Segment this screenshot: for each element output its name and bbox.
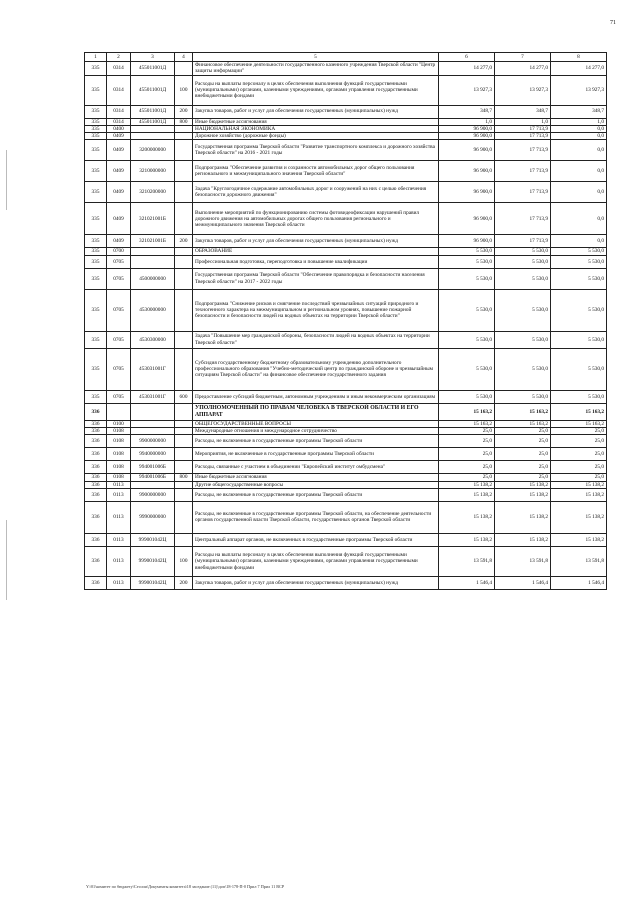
admin-code-cell: 335 bbox=[85, 248, 107, 255]
description-cell: Закупка товаров, работ и услуг для обеспечения государственных (муниципальных) нужд bbox=[193, 235, 439, 248]
table-row bbox=[85, 118, 607, 125]
admin-code-cell: 336 bbox=[85, 576, 107, 589]
amount-col6-cell: 15 163,2 bbox=[439, 420, 495, 427]
description-cell: Предоставление субсидий бюджетным, автономным учреждениям и иным некоммерческим организациям bbox=[193, 390, 439, 403]
amount-col8-cell: 5 530,0 bbox=[551, 248, 607, 255]
article-cell: 3210000000 bbox=[131, 161, 175, 182]
article-cell: 455011001Д bbox=[131, 105, 175, 118]
amount-col7-cell: 15 138,2 bbox=[495, 481, 551, 488]
amount-col7-cell: 5 530,0 bbox=[495, 390, 551, 403]
section-cell: 0409 bbox=[107, 161, 131, 182]
section-cell: 0705 bbox=[107, 268, 131, 289]
amount-col7-cell: 15 163,2 bbox=[495, 403, 551, 420]
expense-type-cell bbox=[175, 268, 193, 289]
article-cell bbox=[131, 403, 175, 420]
amount-col8-cell: 1,0 bbox=[551, 118, 607, 125]
amount-col6-cell: 25,0 bbox=[439, 435, 495, 448]
article-cell: 3200000000 bbox=[131, 140, 175, 161]
section-cell: 0108 bbox=[107, 474, 131, 481]
amount-col7-cell: 1 546,4 bbox=[495, 576, 551, 589]
section-cell: 0705 bbox=[107, 255, 131, 268]
description-cell: Расходы, связанные с участием в объединении "Европейский институт омбудсмена" bbox=[193, 461, 439, 474]
expense-type-cell bbox=[175, 289, 193, 331]
header-cell: 4 bbox=[175, 53, 193, 62]
amount-col8-cell: 0,0 bbox=[551, 235, 607, 248]
amount-col7-cell: 17 713,9 bbox=[495, 161, 551, 182]
description-cell: Подпрограмма "Снижение рисков и смягчение последствий чрезвычайных ситуаций природного и техногенного характера на межмуниципальном и региональном уровнях, повышение пожарной безопасности и безопасности людей на водных объектах на территории Тверской области" bbox=[193, 289, 439, 331]
section-cell: 0314 bbox=[107, 75, 131, 105]
section-cell: 0113 bbox=[107, 481, 131, 488]
article-cell bbox=[131, 255, 175, 268]
amount-col8-cell: 0,0 bbox=[551, 182, 607, 203]
amount-col8-cell: 15 138,2 bbox=[551, 533, 607, 546]
amount-col8-cell: 15 138,2 bbox=[551, 501, 607, 533]
section-cell: 0409 bbox=[107, 133, 131, 140]
amount-col7-cell: 25,0 bbox=[495, 428, 551, 435]
expense-type-cell bbox=[175, 488, 193, 501]
amount-col7-cell: 17 713,9 bbox=[495, 182, 551, 203]
expense-type-cell bbox=[175, 140, 193, 161]
section-cell: 0705 bbox=[107, 289, 131, 331]
article-cell: 455011001Д bbox=[131, 118, 175, 125]
amount-col6-cell: 5 530,0 bbox=[439, 289, 495, 331]
amount-col7-cell: 5 530,0 bbox=[495, 348, 551, 390]
table-row bbox=[85, 203, 607, 235]
amount-col6-cell: 5 530,0 bbox=[439, 268, 495, 289]
section-cell: 0113 bbox=[107, 488, 131, 501]
amount-col8-cell: 13 927,3 bbox=[551, 75, 607, 105]
amount-col6-cell: 15 138,2 bbox=[439, 501, 495, 533]
table-row bbox=[85, 576, 607, 589]
section-cell: 0705 bbox=[107, 348, 131, 390]
description-cell: Иные бюджетные ассигнования bbox=[193, 474, 439, 481]
description-cell: Субсидия государственному бюджетному образовательному учреждению дополнительного профессионального образования "Учебно-методический центр по гражданской обороне и чрезвычайным ситуациям Тверской области" на финансовое обеспечение государственного задания bbox=[193, 348, 439, 390]
amount-col7-cell: 17 713,9 bbox=[495, 235, 551, 248]
description-cell: Задача "Круглогодичное содержание автомобильных дорог и сооружений на них с целью обеспечения безопасности дорожного движения" bbox=[193, 182, 439, 203]
admin-code-cell: 335 bbox=[85, 390, 107, 403]
admin-code-cell: 336 bbox=[85, 533, 107, 546]
amount-col7-cell: 25,0 bbox=[495, 435, 551, 448]
article-cell: 999001042Ц bbox=[131, 533, 175, 546]
expense-type-cell: 200 bbox=[175, 235, 193, 248]
expense-type-cell bbox=[175, 435, 193, 448]
description-cell: Расходы, не включенные в государственные программы Тверской области, на обеспечение деятельности органов государственной власти Тверской области, государственных органов Тверской области bbox=[193, 501, 439, 533]
amount-col7-cell: 5 530,0 bbox=[495, 331, 551, 348]
expense-type-cell bbox=[175, 428, 193, 435]
section-cell: 0113 bbox=[107, 546, 131, 576]
admin-code-cell: 335 bbox=[85, 348, 107, 390]
expense-type-cell bbox=[175, 203, 193, 235]
amount-col7-cell: 1,0 bbox=[495, 118, 551, 125]
amount-col8-cell: 0,0 bbox=[551, 133, 607, 140]
description-cell: Финансовое обеспечение деятельности государственного казенного учреждения Тверской области "Центр защиты информации" bbox=[193, 62, 439, 76]
amount-col6-cell: 96 900,0 bbox=[439, 203, 495, 235]
section-cell: 0108 bbox=[107, 448, 131, 461]
amount-col6-cell: 25,0 bbox=[439, 448, 495, 461]
expense-type-cell bbox=[175, 331, 193, 348]
description-cell: Задача "Повышение мер гражданской обороны, безопасности людей на водных объектах на территории Тверской области" bbox=[193, 331, 439, 348]
expense-type-cell bbox=[175, 348, 193, 390]
amount-col6-cell: 14 277,0 bbox=[439, 62, 495, 76]
section-cell: 0108 bbox=[107, 461, 131, 474]
section-cell bbox=[107, 403, 131, 420]
description-cell: Государственная программа Тверской области "Развитие транспортного комплекса и дорожного хозяйства Тверской области" на 2016 - 2021 годы bbox=[193, 140, 439, 161]
section-cell: 0409 bbox=[107, 235, 131, 248]
description-cell: Международные отношения и международное сотрудничество bbox=[193, 428, 439, 435]
description-cell: ОБЩЕГОСУДАРСТВЕННЫЕ ВОПРОСЫ bbox=[193, 420, 439, 427]
expense-type-cell bbox=[175, 461, 193, 474]
section-cell: 0705 bbox=[107, 390, 131, 403]
amount-col6-cell: 96 900,0 bbox=[439, 140, 495, 161]
amount-col7-cell: 17 713,9 bbox=[495, 140, 551, 161]
amount-col8-cell: 25,0 bbox=[551, 435, 607, 448]
section-cell: 0108 bbox=[107, 428, 131, 435]
scan-margin-mark bbox=[6, 520, 7, 600]
amount-col8-cell: 0,0 bbox=[551, 203, 607, 235]
expense-type-cell bbox=[175, 420, 193, 427]
admin-code-cell: 335 bbox=[85, 62, 107, 76]
table-row bbox=[85, 448, 607, 461]
article-cell: 4530000000 bbox=[131, 289, 175, 331]
amount-col8-cell: 5 530,0 bbox=[551, 289, 607, 331]
admin-code-cell: 336 bbox=[85, 448, 107, 461]
amount-col6-cell: 96 900,0 bbox=[439, 235, 495, 248]
admin-code-cell: 335 bbox=[85, 161, 107, 182]
amount-col6-cell: 25,0 bbox=[439, 474, 495, 481]
section-cell: 0314 bbox=[107, 118, 131, 125]
description-cell: Расходы на выплаты персоналу в целях обеспечения выполнения функций государственными (муниципальными) органами, казенными учреждениями, органами управления государственными внебюджетными фондами bbox=[193, 546, 439, 576]
admin-code-cell: 336 bbox=[85, 546, 107, 576]
article-cell: 9990000000 bbox=[131, 501, 175, 533]
amount-col8-cell: 5 530,0 bbox=[551, 331, 607, 348]
admin-code-cell: 335 bbox=[85, 255, 107, 268]
admin-code-cell: 335 bbox=[85, 75, 107, 105]
header-cell: 2 bbox=[107, 53, 131, 62]
article-cell: 455011001Д bbox=[131, 75, 175, 105]
amount-col8-cell: 5 530,0 bbox=[551, 255, 607, 268]
expense-type-cell: 100 bbox=[175, 546, 193, 576]
expense-type-cell: 100 bbox=[175, 75, 193, 105]
table-row bbox=[85, 488, 607, 501]
expense-type-cell: 200 bbox=[175, 105, 193, 118]
table-row bbox=[85, 235, 607, 248]
header-cell: 7 bbox=[495, 53, 551, 62]
section-cell: 0409 bbox=[107, 182, 131, 203]
amount-col6-cell: 96 900,0 bbox=[439, 133, 495, 140]
amount-col6-cell: 13 591,8 bbox=[439, 546, 495, 576]
table-header-row bbox=[85, 53, 607, 62]
article-cell: 3210200000 bbox=[131, 182, 175, 203]
amount-col7-cell: 14 277,0 bbox=[495, 62, 551, 76]
amount-col7-cell: 13 927,3 bbox=[495, 75, 551, 105]
expense-type-cell: 600 bbox=[175, 390, 193, 403]
table-row bbox=[85, 348, 607, 390]
table-row bbox=[85, 182, 607, 203]
amount-col8-cell: 25,0 bbox=[551, 448, 607, 461]
article-cell: 994001006Б bbox=[131, 461, 175, 474]
description-cell: Иные бюджетные ассигнования bbox=[193, 118, 439, 125]
amount-col7-cell: 17 713,9 bbox=[495, 203, 551, 235]
amount-col7-cell: 25,0 bbox=[495, 474, 551, 481]
table-row bbox=[85, 461, 607, 474]
article-cell: 999001042Ц bbox=[131, 546, 175, 576]
section-cell: 0108 bbox=[107, 435, 131, 448]
amount-col7-cell: 348,7 bbox=[495, 105, 551, 118]
amount-col6-cell: 13 927,3 bbox=[439, 75, 495, 105]
description-cell: Подпрограмма "Обеспечение развития и сохранности автомобильных дорог общего пользования регионального и межмуниципального значения Тверской области" bbox=[193, 161, 439, 182]
amount-col8-cell: 15 138,2 bbox=[551, 488, 607, 501]
table-row bbox=[85, 435, 607, 448]
table-row bbox=[85, 420, 607, 427]
expense-type-cell bbox=[175, 248, 193, 255]
article-cell: 9940000000 bbox=[131, 448, 175, 461]
amount-col7-cell: 17 713,9 bbox=[495, 133, 551, 140]
article-cell: 455011001Д bbox=[131, 62, 175, 76]
article-cell: 321021001Б bbox=[131, 235, 175, 248]
amount-col6-cell: 25,0 bbox=[439, 461, 495, 474]
article-cell: 9900000000 bbox=[131, 435, 175, 448]
amount-col8-cell: 5 530,0 bbox=[551, 390, 607, 403]
section-cell: 0100 bbox=[107, 420, 131, 427]
table-row bbox=[85, 533, 607, 546]
amount-col8-cell: 15 163,2 bbox=[551, 403, 607, 420]
expense-type-cell bbox=[175, 125, 193, 132]
page-number: 71 bbox=[610, 20, 616, 26]
amount-col8-cell: 25,0 bbox=[551, 474, 607, 481]
description-cell: Расходы на выплаты персоналу в целях обеспечения выполнения функций государственными (муниципальными) органами, казенными учреждениями, органами управления государственными внебюджетными фондами bbox=[193, 75, 439, 105]
expense-type-cell: 800 bbox=[175, 474, 193, 481]
admin-code-cell: 335 bbox=[85, 235, 107, 248]
amount-col8-cell: 5 530,0 bbox=[551, 268, 607, 289]
amount-col7-cell: 5 530,0 bbox=[495, 248, 551, 255]
description-cell: Закупка товаров, работ и услуг для обеспечения государственных (муниципальных) нужд bbox=[193, 105, 439, 118]
description-cell: Расходы, не включенные в государственные программы Тверской области bbox=[193, 488, 439, 501]
amount-col6-cell: 15 138,2 bbox=[439, 481, 495, 488]
section-cell: 0314 bbox=[107, 62, 131, 76]
admin-code-cell: 336 bbox=[85, 501, 107, 533]
description-cell: ОБРАЗОВАНИЕ bbox=[193, 248, 439, 255]
table-row bbox=[85, 390, 607, 403]
article-cell bbox=[131, 125, 175, 132]
amount-col8-cell: 15 138,2 bbox=[551, 481, 607, 488]
table-row bbox=[85, 62, 607, 76]
table-row bbox=[85, 403, 607, 420]
amount-col8-cell: 13 591,8 bbox=[551, 546, 607, 576]
expense-type-cell bbox=[175, 403, 193, 420]
expense-type-cell bbox=[175, 161, 193, 182]
section-cell: 0113 bbox=[107, 501, 131, 533]
admin-code-cell: 335 bbox=[85, 140, 107, 161]
expense-type-cell bbox=[175, 448, 193, 461]
amount-col7-cell: 25,0 bbox=[495, 448, 551, 461]
header-cell: 6 bbox=[439, 53, 495, 62]
table-row bbox=[85, 481, 607, 488]
admin-code-cell: 336 bbox=[85, 461, 107, 474]
description-cell: Другие общегосударственные вопросы bbox=[193, 481, 439, 488]
admin-code-cell: 335 bbox=[85, 268, 107, 289]
section-cell: 0409 bbox=[107, 140, 131, 161]
article-cell: 453031001Г bbox=[131, 348, 175, 390]
section-cell: 0314 bbox=[107, 105, 131, 118]
section-cell: 0705 bbox=[107, 331, 131, 348]
table-row bbox=[85, 501, 607, 533]
admin-code-cell: 336 bbox=[85, 420, 107, 427]
table-row bbox=[85, 255, 607, 268]
table-row bbox=[85, 133, 607, 140]
table-row bbox=[85, 268, 607, 289]
table-row bbox=[85, 140, 607, 161]
expense-type-cell bbox=[175, 133, 193, 140]
section-cell: 0113 bbox=[107, 533, 131, 546]
expense-type-cell bbox=[175, 501, 193, 533]
budget-table bbox=[84, 52, 607, 590]
amount-col8-cell: 15 163,2 bbox=[551, 420, 607, 427]
amount-col7-cell: 17 713,9 bbox=[495, 125, 551, 132]
amount-col8-cell: 0,0 bbox=[551, 140, 607, 161]
expense-type-cell: 800 bbox=[175, 118, 193, 125]
description-cell: Мероприятия, не включенные в государственные программы Тверской области bbox=[193, 448, 439, 461]
amount-col6-cell: 15 163,2 bbox=[439, 403, 495, 420]
amount-col8-cell: 0,0 bbox=[551, 125, 607, 132]
description-cell: Профессиональная подготовка, переподготовка и повышение квалификации bbox=[193, 255, 439, 268]
header-cell: 8 bbox=[551, 53, 607, 62]
admin-code-cell: 335 bbox=[85, 133, 107, 140]
section-cell: 0113 bbox=[107, 576, 131, 589]
scan-margin-mark bbox=[6, 150, 7, 210]
amount-col8-cell: 25,0 bbox=[551, 461, 607, 474]
amount-col7-cell: 13 591,8 bbox=[495, 546, 551, 576]
amount-col6-cell: 1 546,4 bbox=[439, 576, 495, 589]
admin-code-cell: 335 bbox=[85, 105, 107, 118]
description-cell: УПОЛНОМОЧЕННЫЙ ПО ПРАВАМ ЧЕЛОВЕКА В ТВЕРСКОЙ ОБЛАСТИ И ЕГО АППАРАТ bbox=[193, 403, 439, 420]
amount-col6-cell: 5 530,0 bbox=[439, 348, 495, 390]
article-cell: 4530300000 bbox=[131, 331, 175, 348]
article-cell bbox=[131, 428, 175, 435]
amount-col8-cell: 0,0 bbox=[551, 161, 607, 182]
amount-col7-cell: 5 530,0 bbox=[495, 268, 551, 289]
amount-col6-cell: 15 138,2 bbox=[439, 488, 495, 501]
amount-col7-cell: 5 530,0 bbox=[495, 255, 551, 268]
table-row bbox=[85, 474, 607, 481]
section-cell: 0700 bbox=[107, 248, 131, 255]
article-cell: 453031001Г bbox=[131, 390, 175, 403]
header-cell: 1 bbox=[85, 53, 107, 62]
article-cell bbox=[131, 481, 175, 488]
article-cell bbox=[131, 133, 175, 140]
article-cell: 321021001Б bbox=[131, 203, 175, 235]
admin-code-cell: 336 bbox=[85, 488, 107, 501]
article-cell bbox=[131, 420, 175, 427]
amount-col6-cell: 25,0 bbox=[439, 428, 495, 435]
table-row bbox=[85, 546, 607, 576]
admin-code-cell: 336 bbox=[85, 474, 107, 481]
admin-code-cell: 336 bbox=[85, 428, 107, 435]
admin-code-cell: 336 bbox=[85, 403, 107, 420]
amount-col7-cell: 15 163,2 bbox=[495, 420, 551, 427]
article-cell: 994001006Б bbox=[131, 474, 175, 481]
amount-col6-cell: 348,7 bbox=[439, 105, 495, 118]
amount-col8-cell: 348,7 bbox=[551, 105, 607, 118]
description-cell: Центральный аппарат органов, не включенных в государственные программы Тверской области bbox=[193, 533, 439, 546]
admin-code-cell: 336 bbox=[85, 435, 107, 448]
expense-type-cell bbox=[175, 182, 193, 203]
amount-col7-cell: 15 138,2 bbox=[495, 488, 551, 501]
amount-col7-cell: 25,0 bbox=[495, 461, 551, 474]
amount-col6-cell: 5 530,0 bbox=[439, 255, 495, 268]
amount-col8-cell: 14 277,0 bbox=[551, 62, 607, 76]
amount-col7-cell: 15 138,2 bbox=[495, 501, 551, 533]
description-cell: Дорожное хозяйство (дорожные фонды) bbox=[193, 133, 439, 140]
article-cell bbox=[131, 248, 175, 255]
article-cell: 9900000000 bbox=[131, 488, 175, 501]
file-path-footer: Y:\01\комитет по бюджету\Сессии\Документы комитета\18 заседание (11)\доп\18-178-П-0 Прил 7 Прил 11 ВСР bbox=[86, 884, 285, 889]
amount-col6-cell: 96 900,0 bbox=[439, 125, 495, 132]
amount-col6-cell: 5 530,0 bbox=[439, 390, 495, 403]
table-row bbox=[85, 248, 607, 255]
admin-code-cell: 335 bbox=[85, 203, 107, 235]
description-cell: Расходы, не включенные в государственные программы Тверской области bbox=[193, 435, 439, 448]
admin-code-cell: 335 bbox=[85, 125, 107, 132]
amount-col6-cell: 96 900,0 bbox=[439, 161, 495, 182]
admin-code-cell: 335 bbox=[85, 182, 107, 203]
table-row bbox=[85, 105, 607, 118]
expense-type-cell bbox=[175, 481, 193, 488]
expense-type-cell bbox=[175, 533, 193, 546]
amount-col6-cell: 5 530,0 bbox=[439, 248, 495, 255]
amount-col8-cell: 1 546,4 bbox=[551, 576, 607, 589]
amount-col6-cell: 15 138,2 bbox=[439, 533, 495, 546]
section-cell: 0409 bbox=[107, 203, 131, 235]
admin-code-cell: 336 bbox=[85, 481, 107, 488]
table-row bbox=[85, 331, 607, 348]
table-row bbox=[85, 428, 607, 435]
expense-type-cell bbox=[175, 62, 193, 76]
article-cell: 4500000000 bbox=[131, 268, 175, 289]
section-cell: 0400 bbox=[107, 125, 131, 132]
description-cell: Закупка товаров, работ и услуг для обеспечения государственных (муниципальных) нужд bbox=[193, 576, 439, 589]
amount-col6-cell: 1,0 bbox=[439, 118, 495, 125]
amount-col8-cell: 5 530,0 bbox=[551, 348, 607, 390]
admin-code-cell: 335 bbox=[85, 118, 107, 125]
table-row bbox=[85, 289, 607, 331]
table-row bbox=[85, 75, 607, 105]
amount-col7-cell: 5 530,0 bbox=[495, 289, 551, 331]
amount-col7-cell: 15 138,2 bbox=[495, 533, 551, 546]
description-cell: НАЦИОНАЛЬНАЯ ЭКОНОМИКА bbox=[193, 125, 439, 132]
table-row bbox=[85, 125, 607, 132]
article-cell: 999001042Ц bbox=[131, 576, 175, 589]
expense-type-cell bbox=[175, 255, 193, 268]
table-row bbox=[85, 161, 607, 182]
admin-code-cell: 335 bbox=[85, 289, 107, 331]
expense-type-cell: 200 bbox=[175, 576, 193, 589]
header-cell: 5 bbox=[193, 53, 439, 62]
amount-col8-cell: 25,0 bbox=[551, 428, 607, 435]
header-cell: 3 bbox=[131, 53, 175, 62]
amount-col6-cell: 96 900,0 bbox=[439, 182, 495, 203]
amount-col6-cell: 5 530,0 bbox=[439, 331, 495, 348]
description-cell: Выполнение мероприятий по функционированию системы фотовидеофиксации нарушений правил дорожного движения на автомобильных дорогах общего пользования регионального и межмуниципального значения Тверской области bbox=[193, 203, 439, 235]
admin-code-cell: 335 bbox=[85, 331, 107, 348]
description-cell: Государственная программа Тверской области "Обеспечение правопорядка и безопасности населения Тверской области" на 2017 - 2022 годы bbox=[193, 268, 439, 289]
